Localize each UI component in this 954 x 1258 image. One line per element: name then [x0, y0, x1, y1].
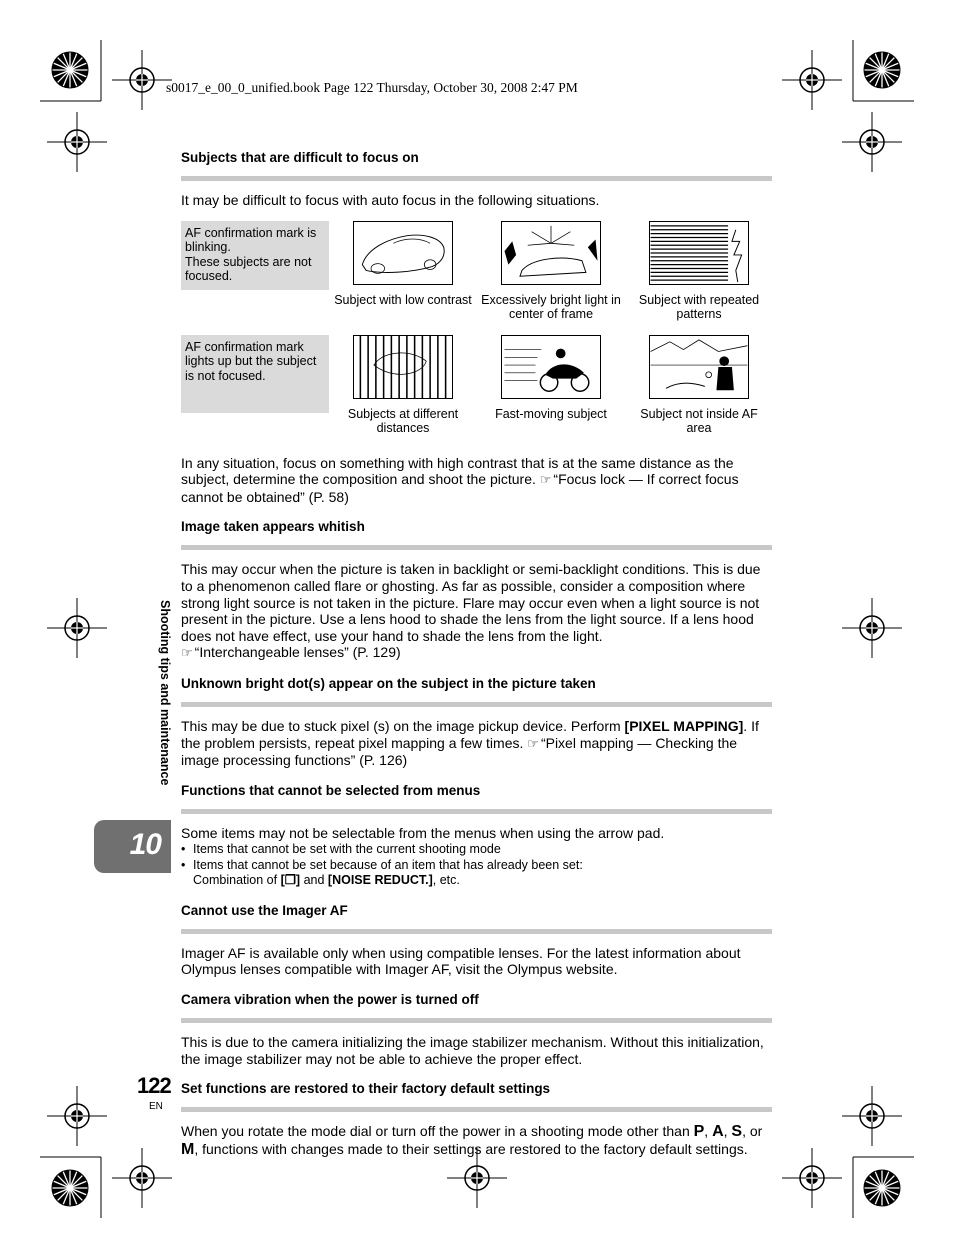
print-info-line: s0017_e_00_0_unified.book Page 122 Thursday, October 30, 2008 2:47 PM: [166, 80, 578, 95]
mode-a-icon: A: [712, 1123, 724, 1141]
af-row2-label-text: AF confirmation mark lights up but the subject is not focused.: [185, 339, 317, 383]
book-reference-icon: ☞: [539, 472, 552, 488]
af-example-fast-moving: [481, 335, 621, 422]
vibration-body: This is due to the camera initializing the image stabilizer mechanism. Without this initialization, the image stabilizer may not be able to achieve the proper effect.: [181, 1034, 764, 1067]
af-row1-label-text: AF confirmation mark is blinking. These subjects are not focused.: [185, 225, 317, 284]
dots-body: [181, 718, 772, 769]
section-title-factory-defaults: Set functions are restored to their factory default settings: [181, 1081, 551, 1097]
list-item-cont: Combination of: [193, 873, 281, 888]
factory-body-text: When you rotate the mode dial or turn off the power in a shooting mode other than: [181, 1123, 694, 1140]
chapter-number: 10: [129, 828, 161, 861]
focus-outro-ref: “Focus lock — If correct focus cannot be obtained” (P. 58): [181, 471, 739, 505]
page-content: [181, 150, 772, 1158]
list-item-text: Items that cannot be set with the current shooting mode: [193, 842, 501, 857]
list-item-cont-etc: , etc.: [432, 873, 460, 888]
af-example-different-distances: [333, 335, 473, 436]
list-item-cont-and: and: [300, 873, 328, 888]
repeated-patterns-illustration: [649, 221, 749, 285]
af-caption: Subject not inside AF area: [640, 406, 758, 436]
mode-s-icon: S: [731, 1123, 743, 1141]
section-title-imager-af: Cannot use the Imager AF: [181, 902, 348, 918]
dots-ref: “Pixel mapping — Checking the image processing functions” (P. 126): [181, 734, 738, 769]
af-row2-label: [181, 335, 329, 413]
menus-bullet-list: [181, 842, 772, 889]
af-caption: Subject with repeated patterns: [638, 292, 760, 322]
book-reference-icon: ☞: [181, 645, 193, 661]
af-caption: Subjects at different distances: [347, 406, 459, 436]
whitish-body: [181, 561, 772, 662]
af-example-not-in-af-area: [629, 335, 769, 436]
focus-intro: It may be difficult to focus with auto focus in the following situations.: [181, 192, 600, 208]
af-caption: Fast-moving subject: [495, 406, 607, 421]
people-at-shore-illustration: [649, 335, 749, 399]
section-rule: [181, 702, 772, 707]
chapter-side-label-text: Shooting tips and maintenance: [158, 600, 172, 786]
section-title-menus: Functions that cannot be selected from menus: [181, 782, 481, 798]
af-example-low-contrast: [333, 221, 473, 308]
focus-outro-text: In any situation, focus on something with high contrast that is at the same distance as the subject, determine the composition and shoot the picture.: [181, 454, 734, 488]
sequential-shooting-icon: [❐]: [280, 873, 301, 888]
af-example-bright-light: [481, 221, 621, 322]
section-rule: [181, 1018, 772, 1023]
section-title-whitish: Image taken appears whitish: [181, 519, 365, 535]
chapter-side-label: [152, 600, 172, 816]
whitish-body-text: This may occur when the picture is taken in backlight or semi-backlight conditions. This is due to a phenomenon called flare or ghosting. As far as possible, consider a composition where strong light source is not taken in the picture. Flare may occur even when a light source is not present in the picture. Use a lens hood to shade the lens from the light source. If a lens hood does not have effect, use your hand to shade the lens from the light.: [181, 561, 761, 644]
section-title-vibration: Camera vibration when the power is turned off: [181, 992, 479, 1007]
focus-outro: [181, 455, 772, 506]
section-rule: [181, 176, 772, 181]
page-number: 122: [137, 1073, 171, 1098]
page-language: EN: [149, 1101, 163, 1112]
imager-body: Imager AF is available only when using compatible lenses. For the latest information about Olympus lenses compatible with Imager AF, visit the Olympus website.: [181, 944, 741, 978]
pixel-mapping-term: [PIXEL MAPPING]: [624, 717, 744, 734]
af-caption: Subject with low contrast: [334, 292, 472, 307]
dots-body-text-cont: . If the problem persists, repeat pixel mapping a few times.: [181, 717, 759, 751]
different-distances-illustration: [353, 335, 453, 399]
list-item: [181, 858, 772, 889]
dots-body-text: This may be due to stuck pixel (s) on the image pickup device. Perform: [181, 717, 625, 734]
list-item-text: Items that cannot be set because of an item that has already been set:: [193, 857, 583, 872]
motorcycle-illustration: [501, 335, 601, 399]
section-title-focus: Subjects that are difficult to focus on: [181, 150, 419, 165]
noise-reduct-term: [NOISE REDUCT.]: [327, 873, 433, 888]
menus-intro: Some items may not be selectable from the menus when using the arrow pad.: [181, 824, 665, 841]
af-caption: Excessively bright light in center of frame: [481, 292, 621, 322]
af-example-repeated-patterns: [629, 221, 769, 322]
chapter-tab: [94, 820, 171, 873]
whitish-ref: “Interchangeable lenses” (P. 129): [194, 644, 401, 661]
section-rule: [181, 1107, 772, 1112]
section-rule: [181, 545, 772, 550]
section-rule: [181, 929, 772, 934]
factory-body-text-cont: , functions with changes made to their settings are restored to the factory default settings.: [194, 1140, 748, 1157]
car-illustration: [353, 221, 453, 285]
af-row1-label: [181, 221, 329, 290]
mode-m-icon: M: [181, 1140, 195, 1158]
list-item: [181, 842, 772, 858]
book-reference-icon: ☞: [527, 735, 539, 751]
section-title-bright-dots: Unknown bright dot(s) appear on the subject in the picture taken: [181, 675, 596, 691]
bright-light-illustration: [501, 221, 601, 285]
factory-body: When you rotate the mode dial or turn off the power in a shooting mode other than P, A, S, or M, functions with changes made to their settings are restored to the factory default settings.: [181, 1123, 763, 1158]
mode-p-icon: P: [693, 1123, 705, 1141]
section-rule: [181, 809, 772, 814]
af-difficult-subjects-grid: [181, 221, 772, 457]
